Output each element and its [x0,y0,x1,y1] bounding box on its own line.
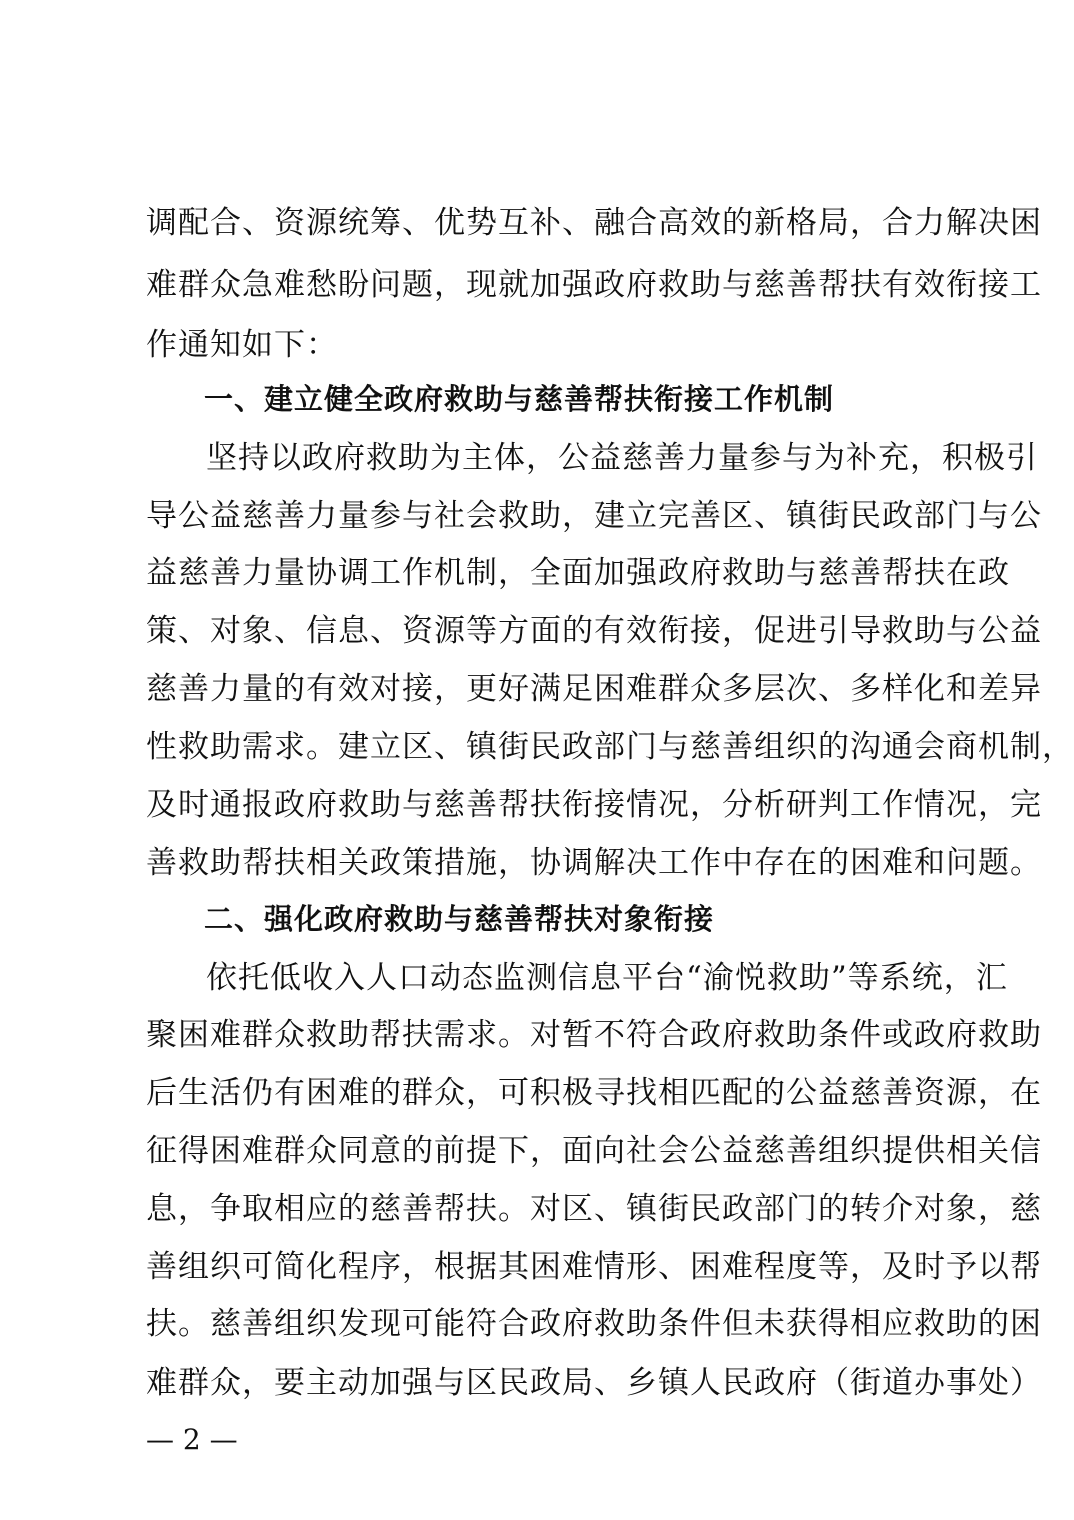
section-heading-2: 二、强化政府救助与慈善帮扶对象衔接 [204,902,715,936]
body-text-line: 征得困难群众同意的前提下，面向社会公益慈善组织提供相关信 [146,1133,1042,1169]
body-text-line: 慈善力量的有效对接，更好满足困难群众多层次、多样化和差异 [146,671,1042,707]
body-text-line: 息，争取相应的慈善帮扶。对区、镇街民政部门的转介对象，慈 [146,1191,1042,1227]
section-heading-1: 一、建立健全政府救助与慈善帮扶衔接工作机制 [204,382,835,416]
body-text-line: 难群众，要主动加强与区民政局、乡镇人民政府（街道办事处） [146,1365,1042,1401]
body-text-line: 性救助需求。建立区、镇街民政部门与慈善组织的沟通会商机制， [146,729,1074,765]
body-text-line: 益慈善力量协调工作机制，全面加强政府救助与慈善帮扶在政 [146,555,1010,591]
body-text-line: 扶。慈善组织发现可能符合政府救助条件但未获得相应救助的困 [146,1306,1042,1342]
body-text-line: 依托低收入人口动态监测信息平台“渝悦救助”等系统，汇 [206,960,1008,996]
body-text-line: 善救助帮扶相关政策措施，协调解决工作中存在的困难和问题。 [146,845,1042,881]
body-text-line: 聚困难群众救助帮扶需求。对暂不符合政府救助条件或政府救助 [146,1017,1042,1053]
body-text-line: 调配合、资源统筹、优势互补、融合高效的新格局，合力解决困 [146,205,1042,241]
body-text-line: 及时通报政府救助与慈善帮扶衔接情况，分析研判工作情况，完 [146,787,1042,823]
body-text-line: 策、对象、信息、资源等方面的有效衔接，促进引导救助与公益 [146,613,1042,649]
body-text-line: 后生活仍有困难的群众，可积极寻找相匹配的公益慈善资源，在 [146,1075,1042,1111]
body-text-line: 难群众急难愁盼问题，现就加强政府救助与慈善帮扶有效衔接工 [146,267,1042,303]
page-number: — 2 — [146,1423,238,1456]
body-text-line: 坚持以政府救助为主体，公益慈善力量参与为补充，积极引 [206,440,1038,476]
body-text-line: 作通知如下： [146,327,338,363]
body-text-line: 善组织可简化程序，根据其困难情形、困难程度等，及时予以帮 [146,1249,1042,1285]
body-text-line: 导公益慈善力量参与社会救助，建立完善区、镇街民政部门与公 [146,498,1042,534]
